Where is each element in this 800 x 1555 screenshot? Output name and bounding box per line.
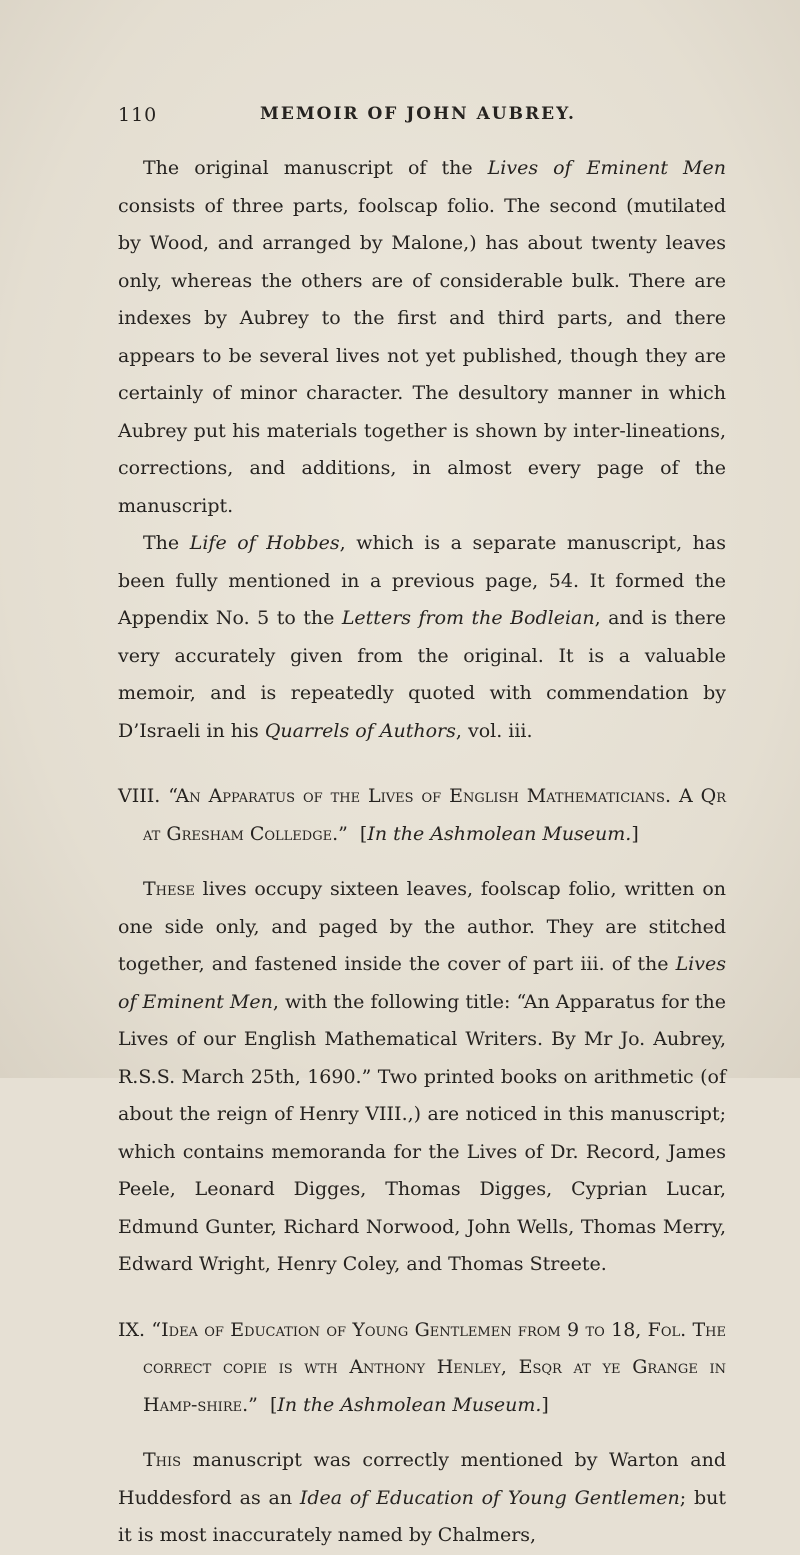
- text-run: , which is a separate manuscript, has been fully mentioned in a previous page, 54. It formed the Appendix No. 5 to the: [118, 532, 726, 629]
- italic-title: Life of Hobbes: [189, 532, 340, 554]
- text-run: ; but it is most inaccurately named by Chalmers,: [118, 1486, 726, 1546]
- paragraph-life-of-hobbes: [118, 525, 726, 750]
- location-note: In the Ashmolean Museum.: [277, 1393, 542, 1416]
- bracket: [: [269, 1393, 278, 1416]
- bracket: ]: [631, 822, 639, 845]
- section-title: “An Apparatus of the Lives of English Mathematicians. A Qr at Gresham Colledge.”: [143, 785, 726, 845]
- text-run: , and is there very accurately given from the original. It is a valuable memoir, and is repeatedly quoted with commendation by D’Israeli in his: [118, 607, 727, 742]
- lead-word: These: [143, 878, 195, 900]
- section-number: VIII.: [118, 785, 161, 807]
- bracket: [: [359, 822, 368, 845]
- page-body: [118, 150, 726, 1555]
- text-run: , vol. iii.: [455, 719, 533, 742]
- text-run: The: [143, 532, 190, 554]
- italic-title: Lives of Eminent Men: [118, 953, 726, 1013]
- running-title: MEMOIR OF JOHN AUBREY.: [260, 104, 576, 124]
- text-run: , with the following title: “An Apparatus for the Lives of our English Mathematical Writers. By Mr Jo. Aubrey, R.S.S. March 25th, 1690.” Two printed books on arithmetic (of about the reign of Henry VIII.,) are noticed in this manuscript; which contains memoranda for the Lives of Dr. Record, James Peele, Leonard Digges, Thomas Digges, Cyprian Lucar, Edmund Gunter, Richard Norwood, John Wells, Thomas Merry, Edward Wright, Henry Coley, and Thomas Streete.: [118, 990, 726, 1275]
- paragraph-lives-manuscript: [118, 150, 726, 525]
- text-run: consists of three parts, foolscap folio. The second (mutilated by Wood, and arranged by Malone,) has about twenty leaves only, whereas the others are of considerable bulk. There are indexes by Aubrey to the first and third parts, and there appears to be several lives not yet published, though they are certainly of minor character. The desultory manner in which Aubrey put his materials together is shown by inter-lineations, corrections, and additions, in almost every page of the manuscript.: [118, 194, 726, 517]
- italic-title: Quarrels of Authors: [264, 719, 456, 742]
- italic-title: Letters from the Bodleian: [341, 607, 595, 629]
- paragraph-mathematicians: [118, 871, 726, 1284]
- location-note: In the Ashmolean Museum.: [367, 822, 632, 845]
- section-heading-viii: [118, 778, 726, 853]
- paragraph-idea-of-education: [118, 1442, 726, 1555]
- section-number: IX.: [118, 1318, 146, 1341]
- text-run: manuscript was correctly mentioned by Warton and Huddesford as an: [118, 1449, 726, 1509]
- italic-title: Lives of Eminent Men: [487, 157, 726, 179]
- text-run: The original manuscript of the: [143, 157, 488, 179]
- italic-title: Idea of Education of Young Gentlemen: [299, 1486, 680, 1509]
- bracket: ]: [541, 1393, 549, 1416]
- lead-word: This: [143, 1449, 182, 1471]
- text-run: lives occupy sixteen leaves, foolscap folio, written on one side only, and paged by the author. They are stitched together, and fastened inside the cover of part iii. of the: [118, 878, 726, 975]
- section-heading-ix: [118, 1312, 726, 1425]
- page-number: 110: [118, 104, 158, 126]
- section-title: “Idea of Education of Young Gentlemen from 9 to 18, Fol. The correct copie is wth Anthony Henley, Esqr at ye Grange in Hamp-shire.”: [143, 1318, 727, 1416]
